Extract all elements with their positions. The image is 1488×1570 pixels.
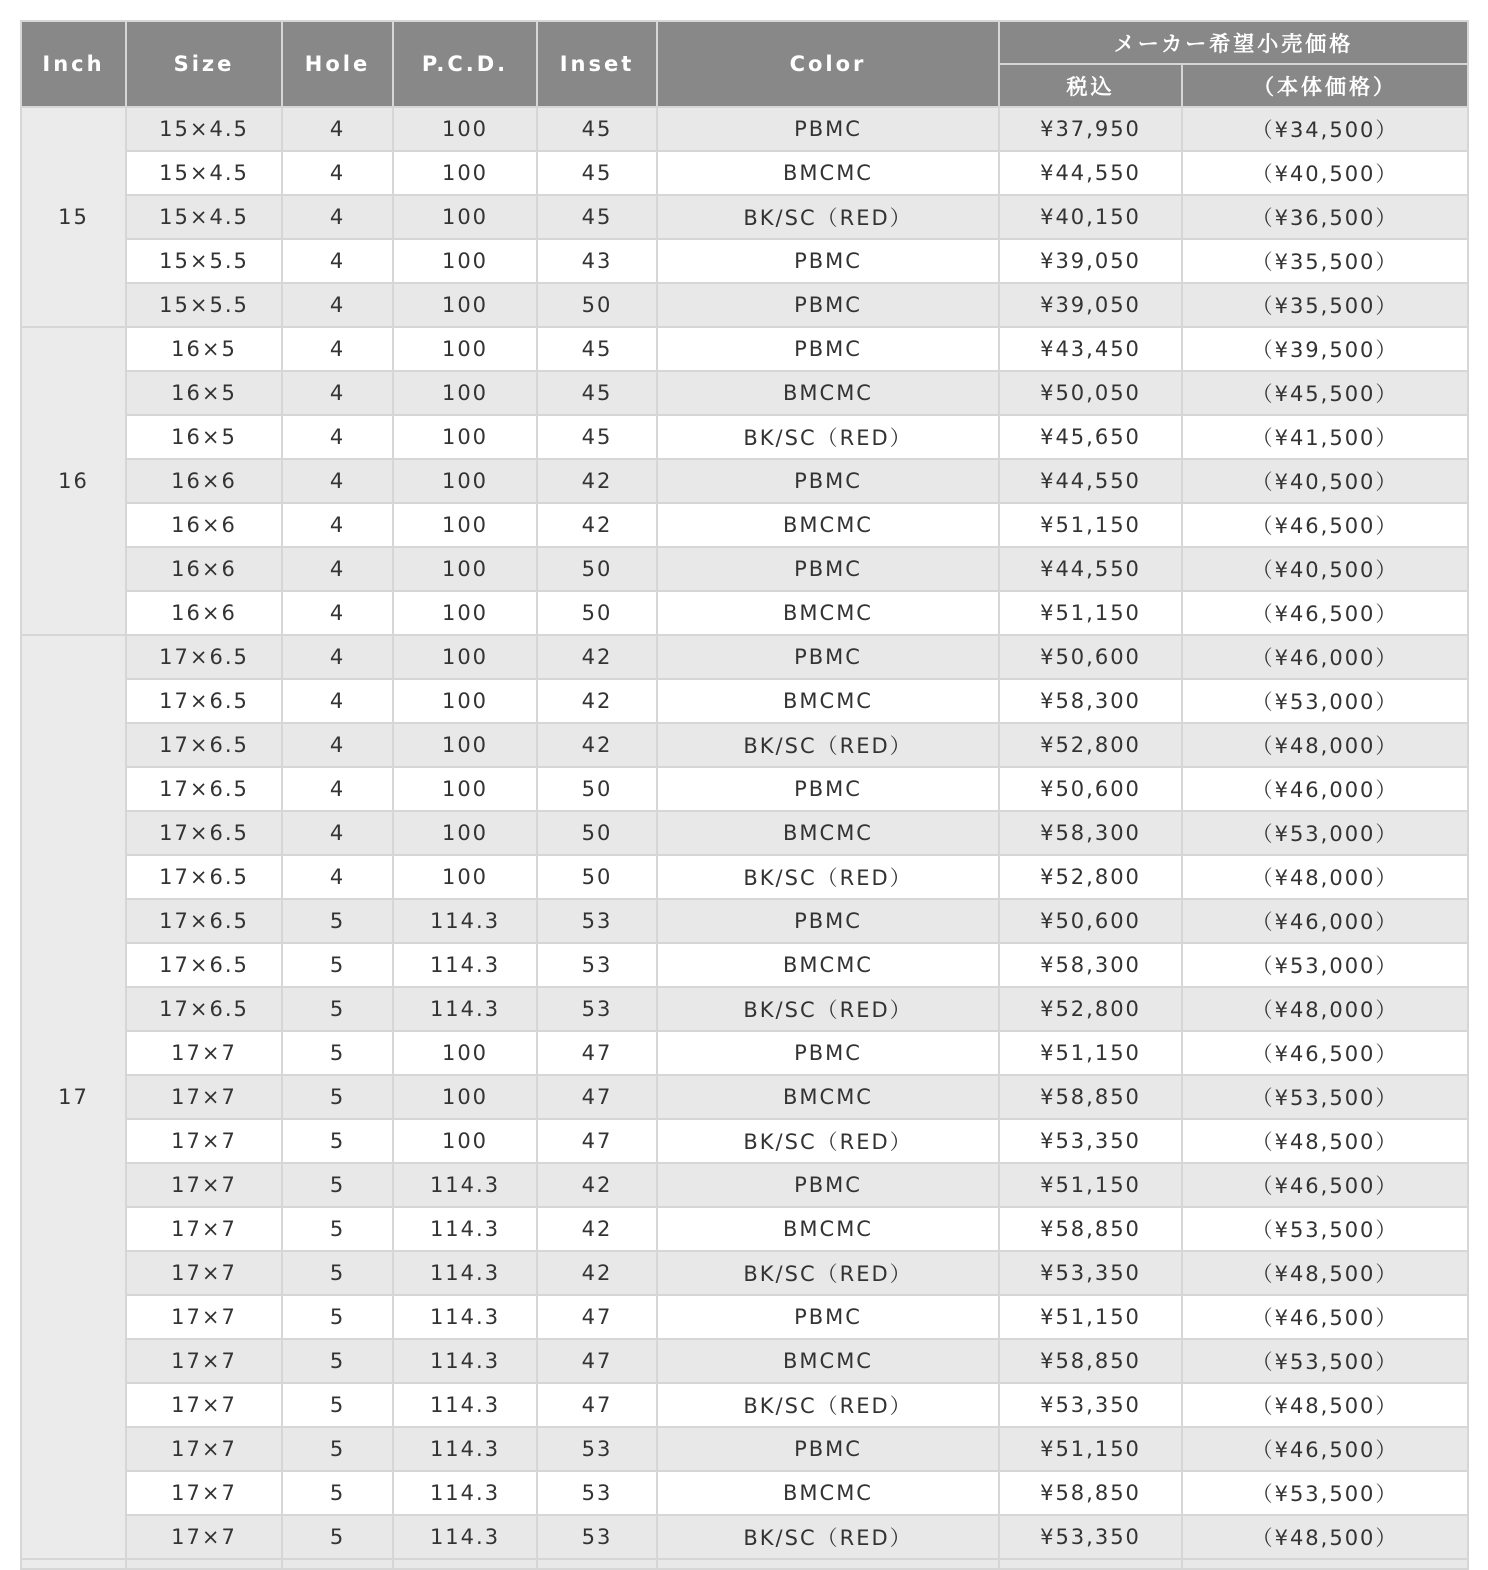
cell-hole: 5 [282, 1295, 393, 1339]
cell-inset: 43 [537, 239, 657, 283]
cell-price-tax-included: ¥58,850 [999, 1471, 1182, 1515]
cell-price-base: （¥46,000） [1182, 899, 1468, 943]
cell-color: BK/SC（RED） [657, 987, 999, 1031]
cell-hole: 4 [282, 415, 393, 459]
cell-inset: 53 [537, 943, 657, 987]
cell-price-base: （¥53,500） [1182, 1471, 1468, 1515]
cell-inset: 50 [537, 855, 657, 899]
cell-size: 16×6 [126, 547, 282, 591]
table-header [21, 21, 1468, 107]
cell-price-tax-included: ¥53,350 [999, 1515, 1182, 1559]
table-row [21, 327, 1468, 371]
cell-size: 17×6.5 [126, 767, 282, 811]
cell-color: BMCMC [657, 371, 999, 415]
cell-color: BK/SC（RED） [657, 1383, 999, 1427]
cell-hole: 4 [282, 459, 393, 503]
cell-size: 17×7 [126, 1339, 282, 1383]
cell-size: 17×7 [126, 1075, 282, 1119]
cell-pcd: 100 [393, 635, 537, 679]
cell-price-tax-included: ¥58,300 [999, 679, 1182, 723]
cell-price-base: （¥53,000） [1182, 679, 1468, 723]
cell-price-base: （¥48,500） [1182, 1119, 1468, 1163]
cell-color: PBMC [657, 1295, 999, 1339]
cell-pcd: 114.3 [393, 899, 537, 943]
cell-inset: 53 [537, 1427, 657, 1471]
cell-pcd: 100 [393, 547, 537, 591]
cell-inset: 42 [537, 1251, 657, 1295]
col-header-pcd: P.C.D. [393, 21, 537, 107]
table-row-partial [21, 1559, 1468, 1569]
cell-inset: 53 [537, 1515, 657, 1559]
cell-pcd: 100 [393, 283, 537, 327]
cell-hole: 5 [282, 1427, 393, 1471]
cell-price-base: （¥53,000） [1182, 943, 1468, 987]
cell-size: 15×5.5 [126, 239, 282, 283]
cell-inch: 15 [21, 107, 126, 327]
cell-partial [999, 1559, 1182, 1569]
cell-pcd: 114.3 [393, 1515, 537, 1559]
table-row [21, 1163, 1468, 1207]
cell-hole: 5 [282, 1339, 393, 1383]
cell-color: PBMC [657, 1427, 999, 1471]
cell-color: PBMC [657, 1163, 999, 1207]
cell-hole: 4 [282, 239, 393, 283]
cell-price-base: （¥48,000） [1182, 855, 1468, 899]
cell-inset: 50 [537, 547, 657, 591]
cell-price-tax-included: ¥39,050 [999, 239, 1182, 283]
cell-size: 17×6.5 [126, 987, 282, 1031]
cell-inset: 42 [537, 679, 657, 723]
cell-price-tax-included: ¥53,350 [999, 1251, 1182, 1295]
cell-pcd: 100 [393, 459, 537, 503]
cell-inset: 47 [537, 1295, 657, 1339]
cell-inset: 45 [537, 151, 657, 195]
table-row [21, 1119, 1468, 1163]
cell-hole: 4 [282, 283, 393, 327]
cell-color: BK/SC（RED） [657, 855, 999, 899]
cell-price-base: （¥46,500） [1182, 1295, 1468, 1339]
cell-pcd: 100 [393, 327, 537, 371]
cell-color: PBMC [657, 547, 999, 591]
cell-pcd: 114.3 [393, 1207, 537, 1251]
cell-pcd: 100 [393, 1119, 537, 1163]
col-header-inch: Inch [21, 21, 126, 107]
cell-price-base: （¥40,500） [1182, 459, 1468, 503]
cell-price-base: （¥48,000） [1182, 723, 1468, 767]
cell-pcd: 114.3 [393, 1163, 537, 1207]
cell-price-tax-included: ¥51,150 [999, 503, 1182, 547]
cell-size: 16×6 [126, 503, 282, 547]
cell-size: 17×7 [126, 1383, 282, 1427]
table-row [21, 239, 1468, 283]
cell-pcd: 114.3 [393, 987, 537, 1031]
cell-price-base: （¥53,500） [1182, 1207, 1468, 1251]
cell-color: BK/SC（RED） [657, 195, 999, 239]
cell-price-tax-included: ¥50,050 [999, 371, 1182, 415]
cell-price-tax-included: ¥58,850 [999, 1339, 1182, 1383]
cell-inset: 42 [537, 723, 657, 767]
cell-partial [1182, 1559, 1468, 1569]
cell-color: BK/SC（RED） [657, 1119, 999, 1163]
cell-price-tax-included: ¥51,150 [999, 1295, 1182, 1339]
cell-inset: 42 [537, 459, 657, 503]
cell-hole: 5 [282, 1515, 393, 1559]
table-row [21, 679, 1468, 723]
cell-hole: 4 [282, 151, 393, 195]
cell-hole: 4 [282, 811, 393, 855]
cell-inset: 42 [537, 503, 657, 547]
cell-size: 17×7 [126, 1515, 282, 1559]
cell-price-tax-included: ¥51,150 [999, 591, 1182, 635]
cell-color: BK/SC（RED） [657, 415, 999, 459]
cell-partial [21, 1559, 126, 1569]
cell-price-base: （¥53,500） [1182, 1075, 1468, 1119]
table-row [21, 283, 1468, 327]
cell-hole: 5 [282, 987, 393, 1031]
cell-price-base: （¥34,500） [1182, 107, 1468, 151]
cell-color: BMCMC [657, 1339, 999, 1383]
cell-price-base: （¥46,000） [1182, 767, 1468, 811]
cell-size: 16×5 [126, 371, 282, 415]
cell-hole: 5 [282, 1119, 393, 1163]
cell-inset: 50 [537, 283, 657, 327]
table-row [21, 415, 1468, 459]
cell-size: 17×6.5 [126, 943, 282, 987]
cell-partial [282, 1559, 393, 1569]
table-body [21, 107, 1468, 1569]
cell-pcd: 100 [393, 767, 537, 811]
cell-price-tax-included: ¥53,350 [999, 1383, 1182, 1427]
cell-size: 16×5 [126, 327, 282, 371]
col-header-retail-price: メーカー希望小売価格 [999, 21, 1468, 64]
cell-color: BMCMC [657, 1075, 999, 1119]
table-row [21, 503, 1468, 547]
cell-inset: 42 [537, 1207, 657, 1251]
col-header-price-tax-included: 税込 [999, 64, 1182, 107]
cell-size: 16×5 [126, 415, 282, 459]
cell-price-tax-included: ¥52,800 [999, 855, 1182, 899]
cell-pcd: 100 [393, 195, 537, 239]
cell-pcd: 114.3 [393, 943, 537, 987]
cell-inset: 50 [537, 767, 657, 811]
cell-price-base: （¥46,500） [1182, 1163, 1468, 1207]
cell-price-base: （¥48,500） [1182, 1251, 1468, 1295]
cell-hole: 5 [282, 899, 393, 943]
cell-hole: 5 [282, 943, 393, 987]
cell-color: BMCMC [657, 1471, 999, 1515]
cell-size: 17×6.5 [126, 899, 282, 943]
cell-price-base: （¥48,500） [1182, 1515, 1468, 1559]
table-row [21, 1515, 1468, 1559]
cell-inset: 53 [537, 1471, 657, 1515]
table-row [21, 987, 1468, 1031]
cell-hole: 4 [282, 371, 393, 415]
cell-price-tax-included: ¥44,550 [999, 547, 1182, 591]
cell-price-tax-included: ¥37,950 [999, 107, 1182, 151]
cell-inset: 50 [537, 811, 657, 855]
cell-inset: 45 [537, 371, 657, 415]
cell-inset: 47 [537, 1031, 657, 1075]
cell-inch: 17 [21, 635, 126, 1559]
table-row [21, 195, 1468, 239]
cell-size: 17×6.5 [126, 635, 282, 679]
table-row [21, 1295, 1468, 1339]
cell-pcd: 114.3 [393, 1383, 537, 1427]
cell-price-base: （¥46,000） [1182, 635, 1468, 679]
cell-pcd: 100 [393, 107, 537, 151]
cell-price-base: （¥46,500） [1182, 503, 1468, 547]
cell-size: 17×6.5 [126, 811, 282, 855]
cell-pcd: 100 [393, 1075, 537, 1119]
cell-partial [537, 1559, 657, 1569]
cell-hole: 4 [282, 195, 393, 239]
cell-price-tax-included: ¥53,350 [999, 1119, 1182, 1163]
cell-inset: 53 [537, 899, 657, 943]
cell-pcd: 114.3 [393, 1427, 537, 1471]
cell-size: 17×6.5 [126, 723, 282, 767]
table-row [21, 767, 1468, 811]
cell-size: 15×5.5 [126, 283, 282, 327]
table-row [21, 1383, 1468, 1427]
table-row [21, 1075, 1468, 1119]
table-row [21, 371, 1468, 415]
cell-color: PBMC [657, 1031, 999, 1075]
cell-inset: 42 [537, 635, 657, 679]
cell-color: BMCMC [657, 151, 999, 195]
table-row [21, 855, 1468, 899]
cell-color: PBMC [657, 327, 999, 371]
cell-size: 16×6 [126, 459, 282, 503]
table-row [21, 107, 1468, 151]
cell-partial [657, 1559, 999, 1569]
cell-price-tax-included: ¥50,600 [999, 635, 1182, 679]
wheel-spec-price-table [20, 20, 1469, 1570]
cell-size: 15×4.5 [126, 107, 282, 151]
cell-hole: 4 [282, 591, 393, 635]
cell-price-base: （¥39,500） [1182, 327, 1468, 371]
cell-inset: 47 [537, 1075, 657, 1119]
cell-color: BK/SC（RED） [657, 1515, 999, 1559]
cell-pcd: 100 [393, 239, 537, 283]
cell-price-tax-included: ¥51,150 [999, 1031, 1182, 1075]
cell-price-base: （¥35,500） [1182, 283, 1468, 327]
cell-size: 17×7 [126, 1427, 282, 1471]
cell-price-tax-included: ¥58,850 [999, 1207, 1182, 1251]
cell-color: PBMC [657, 459, 999, 503]
col-header-color: Color [657, 21, 999, 107]
col-header-size: Size [126, 21, 282, 107]
cell-price-tax-included: ¥58,850 [999, 1075, 1182, 1119]
cell-price-base: （¥53,500） [1182, 1339, 1468, 1383]
cell-price-base: （¥46,500） [1182, 591, 1468, 635]
cell-pcd: 100 [393, 811, 537, 855]
cell-price-tax-included: ¥45,650 [999, 415, 1182, 459]
cell-price-tax-included: ¥43,450 [999, 327, 1182, 371]
cell-inset: 47 [537, 1383, 657, 1427]
cell-color: BMCMC [657, 591, 999, 635]
cell-price-tax-included: ¥50,600 [999, 767, 1182, 811]
cell-hole: 4 [282, 547, 393, 591]
table-row [21, 151, 1468, 195]
cell-price-base: （¥40,500） [1182, 547, 1468, 591]
cell-hole: 4 [282, 767, 393, 811]
cell-color: PBMC [657, 283, 999, 327]
table-row [21, 547, 1468, 591]
table-row [21, 1251, 1468, 1295]
cell-pcd: 100 [393, 415, 537, 459]
cell-color: PBMC [657, 767, 999, 811]
cell-price-base: （¥36,500） [1182, 195, 1468, 239]
cell-size: 17×7 [126, 1251, 282, 1295]
cell-inset: 42 [537, 1163, 657, 1207]
table-row [21, 811, 1468, 855]
cell-pcd: 100 [393, 679, 537, 723]
table-row [21, 459, 1468, 503]
cell-hole: 4 [282, 503, 393, 547]
table-row [21, 1427, 1468, 1471]
cell-hole: 5 [282, 1471, 393, 1515]
cell-price-tax-included: ¥51,150 [999, 1163, 1182, 1207]
cell-pcd: 100 [393, 591, 537, 635]
cell-price-base: （¥48,500） [1182, 1383, 1468, 1427]
cell-hole: 5 [282, 1251, 393, 1295]
cell-color: PBMC [657, 239, 999, 283]
cell-color: BMCMC [657, 811, 999, 855]
cell-price-tax-included: ¥40,150 [999, 195, 1182, 239]
table-row [21, 635, 1468, 679]
cell-price-tax-included: ¥50,600 [999, 899, 1182, 943]
cell-color: BMCMC [657, 679, 999, 723]
cell-hole: 5 [282, 1031, 393, 1075]
cell-hole: 5 [282, 1163, 393, 1207]
cell-price-tax-included: ¥52,800 [999, 723, 1182, 767]
cell-pcd: 114.3 [393, 1251, 537, 1295]
cell-hole: 4 [282, 327, 393, 371]
cell-price-tax-included: ¥51,150 [999, 1427, 1182, 1471]
cell-inset: 50 [537, 591, 657, 635]
cell-pcd: 100 [393, 855, 537, 899]
table-row [21, 1471, 1468, 1515]
cell-price-tax-included: ¥58,300 [999, 811, 1182, 855]
col-header-inset: Inset [537, 21, 657, 107]
cell-inset: 45 [537, 107, 657, 151]
cell-size: 15×4.5 [126, 195, 282, 239]
cell-price-tax-included: ¥44,550 [999, 459, 1182, 503]
cell-size: 17×7 [126, 1119, 282, 1163]
table-row [21, 899, 1468, 943]
cell-inset: 45 [537, 327, 657, 371]
cell-hole: 5 [282, 1075, 393, 1119]
table-row [21, 1339, 1468, 1383]
cell-price-tax-included: ¥44,550 [999, 151, 1182, 195]
cell-price-base: （¥35,500） [1182, 239, 1468, 283]
col-header-price-base: （本体価格） [1182, 64, 1468, 107]
cell-color: PBMC [657, 899, 999, 943]
cell-price-base: （¥46,500） [1182, 1031, 1468, 1075]
cell-price-base: （¥41,500） [1182, 415, 1468, 459]
table-row [21, 943, 1468, 987]
cell-price-tax-included: ¥52,800 [999, 987, 1182, 1031]
cell-price-base: （¥53,000） [1182, 811, 1468, 855]
cell-hole: 5 [282, 1207, 393, 1251]
cell-color: BK/SC（RED） [657, 1251, 999, 1295]
cell-partial [126, 1559, 282, 1569]
cell-pcd: 100 [393, 151, 537, 195]
cell-inset: 45 [537, 195, 657, 239]
cell-pcd: 114.3 [393, 1295, 537, 1339]
cell-color: PBMC [657, 635, 999, 679]
cell-inset: 47 [537, 1339, 657, 1383]
cell-inch: 16 [21, 327, 126, 635]
cell-size: 17×7 [126, 1295, 282, 1339]
cell-size: 15×4.5 [126, 151, 282, 195]
cell-pcd: 114.3 [393, 1471, 537, 1515]
cell-color: PBMC [657, 107, 999, 151]
cell-price-base: （¥40,500） [1182, 151, 1468, 195]
cell-pcd: 100 [393, 371, 537, 415]
cell-size: 17×7 [126, 1471, 282, 1515]
cell-pcd: 100 [393, 723, 537, 767]
cell-price-base: （¥48,000） [1182, 987, 1468, 1031]
cell-price-tax-included: ¥58,300 [999, 943, 1182, 987]
cell-inset: 53 [537, 987, 657, 1031]
col-header-hole: Hole [282, 21, 393, 107]
cell-partial [393, 1559, 537, 1569]
cell-pcd: 100 [393, 1031, 537, 1075]
cell-size: 17×7 [126, 1207, 282, 1251]
table-row [21, 591, 1468, 635]
table-row [21, 723, 1468, 767]
cell-inset: 47 [537, 1119, 657, 1163]
cell-price-tax-included: ¥39,050 [999, 283, 1182, 327]
cell-hole: 4 [282, 679, 393, 723]
cell-color: BMCMC [657, 1207, 999, 1251]
table-row [21, 1031, 1468, 1075]
cell-size: 17×7 [126, 1163, 282, 1207]
cell-size: 17×7 [126, 1031, 282, 1075]
cell-hole: 4 [282, 855, 393, 899]
cell-size: 17×6.5 [126, 855, 282, 899]
cell-pcd: 100 [393, 503, 537, 547]
cell-price-base: （¥45,500） [1182, 371, 1468, 415]
cell-size: 17×6.5 [126, 679, 282, 723]
cell-color: BK/SC（RED） [657, 723, 999, 767]
cell-pcd: 114.3 [393, 1339, 537, 1383]
cell-hole: 5 [282, 1383, 393, 1427]
cell-size: 16×6 [126, 591, 282, 635]
cell-price-base: （¥46,500） [1182, 1427, 1468, 1471]
cell-inset: 45 [537, 415, 657, 459]
table-row [21, 1207, 1468, 1251]
cell-color: BMCMC [657, 943, 999, 987]
cell-hole: 4 [282, 635, 393, 679]
cell-hole: 4 [282, 723, 393, 767]
cell-hole: 4 [282, 107, 393, 151]
cell-color: BMCMC [657, 503, 999, 547]
